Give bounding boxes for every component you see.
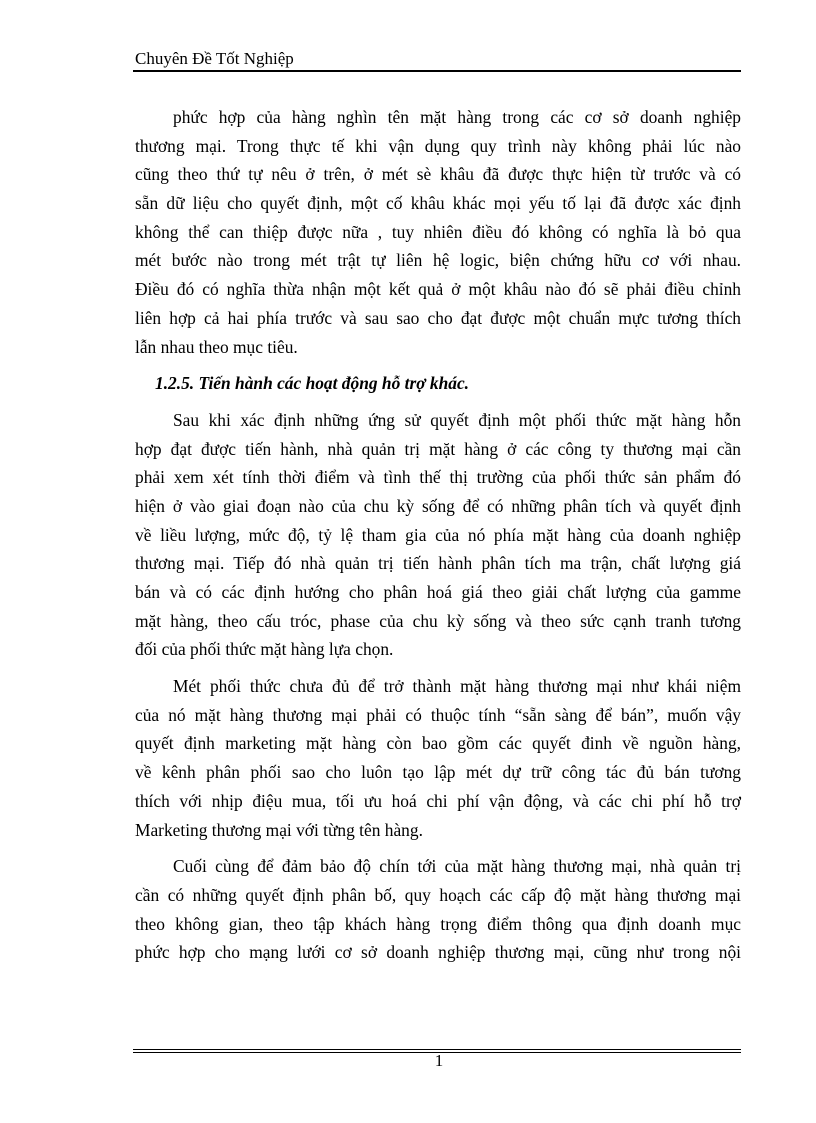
text-line: mét bước nào trong mét trật tự liên hệ logic, biện chứng hữu cơ với nhau. bbox=[135, 250, 741, 271]
paragraph bbox=[135, 103, 741, 361]
paragraph bbox=[135, 406, 741, 664]
text-line: cần có những quyết định phân bố, quy hoạch các cấp độ mặt hàng thương mại bbox=[135, 884, 741, 905]
footer-rule bbox=[133, 1049, 741, 1050]
text-line: phức hợp của hàng nghìn tên mặt hàng trong các cơ sở doanh nghiệp bbox=[173, 107, 741, 127]
text-line: liên hợp cả hai phía trước và sau sao cho đạt được một chuẩn mực tương thích bbox=[135, 307, 741, 328]
text-line: về kênh phân phối sao cho luôn tạo lập mét dự trữ công tác đủ bán tương bbox=[135, 762, 741, 783]
paragraph bbox=[135, 852, 741, 967]
text-line: cũng theo thứ tự nêu ở trên, ở mét sè khâu đã được thực hiện từ trước và có bbox=[135, 164, 741, 185]
text-line: phải xem xét tính thời điểm và tình thế thị trường của phối thức sản phẩm đó bbox=[135, 467, 741, 488]
text-line: Marketing thương mại với từng tên hàng. bbox=[135, 819, 423, 840]
text-line: Cuối cùng để đảm bảo độ chín tới của mặt hàng thương mại, nhà quản trị bbox=[173, 856, 741, 877]
text-line: bán và có các định hướng cho phân hoá giá theo giải chất lượng của gamme bbox=[135, 582, 741, 602]
text-line: của nó mặt hàng thương mại phải có thuộc tính “sẵn sàng để bán”, muốn vậy bbox=[135, 704, 741, 725]
text-line: về liều lượng, mức độ, tỷ lệ tham gia của nó phía mặt hàng của doanh nghiệp bbox=[135, 524, 741, 545]
text-line: quyết định marketing mặt hàng còn bao gồm các quyết đinh về nguồn hàng, bbox=[135, 733, 741, 754]
paragraph bbox=[135, 672, 741, 844]
text-line: theo không gian, theo tập khách hàng trọng điểm thông qua định doanh mục bbox=[135, 913, 741, 934]
text-line: phức hợp cho mạng lưới cơ sở doanh nghiệp thương mại, cũng như trong nội bbox=[135, 942, 741, 963]
text-line: lẫn nhau theo mục tiêu. bbox=[135, 336, 298, 357]
text-line: thương mại. Tiếp đó nhà quản trị tiến hành phân tích ma trận, chất lượng giá bbox=[135, 553, 741, 574]
text-line: Mét phối thức chưa đủ để trở thành mặt hàng thương mại như khái niệm bbox=[173, 676, 741, 697]
running-header-title: Chuyên Đề Tốt Nghiệp bbox=[135, 49, 294, 68]
page-number: 1 bbox=[434, 1051, 444, 1070]
text-line: đối của phối thức mặt hàng lựa chọn. bbox=[135, 639, 394, 660]
text-line: thích với nhịp điệu mua, tối ưu hoá chi phí vận động, và các chi phí hỗ trợ bbox=[135, 790, 741, 811]
header-rule bbox=[133, 70, 741, 72]
text-line: sẵn dữ liệu cho quyết định, một cố khâu khác mọi yếu tố lại đã được xác định bbox=[135, 193, 741, 214]
text-line: Sau khi xác định những ứng sử quyết định một phối thức mặt hàng hỗn bbox=[173, 409, 741, 430]
text-line: thương mại. Trong thực tế khi vận dụng quy trình này không phải lúc nào bbox=[135, 135, 741, 156]
section-heading: 1.2.5. Tiến hành các hoạt động hỗ trợ khác. bbox=[155, 373, 470, 394]
document-body bbox=[135, 103, 741, 967]
text-line: hợp đạt được tiến hành, nhà quản trị mặt hàng ở các công ty thương mại cần bbox=[135, 438, 741, 459]
text-line: hiện ở vào giai đoạn nào của chu kỳ sống để có những phân tích và quyết định bbox=[135, 495, 741, 516]
text-line: mặt hàng, theo cấu tróc, phase của chu kỳ sống và theo sức cạnh tranh tương bbox=[135, 610, 741, 631]
text-line: Điều đó có nghĩa thừa nhận một kết quả ở một khâu nào đó sẽ phải điều chỉnh bbox=[135, 279, 741, 300]
text-line: không thể can thiệp được nữa , tuy nhiên điều đó không có nghĩa là bỏ qua bbox=[135, 221, 741, 242]
